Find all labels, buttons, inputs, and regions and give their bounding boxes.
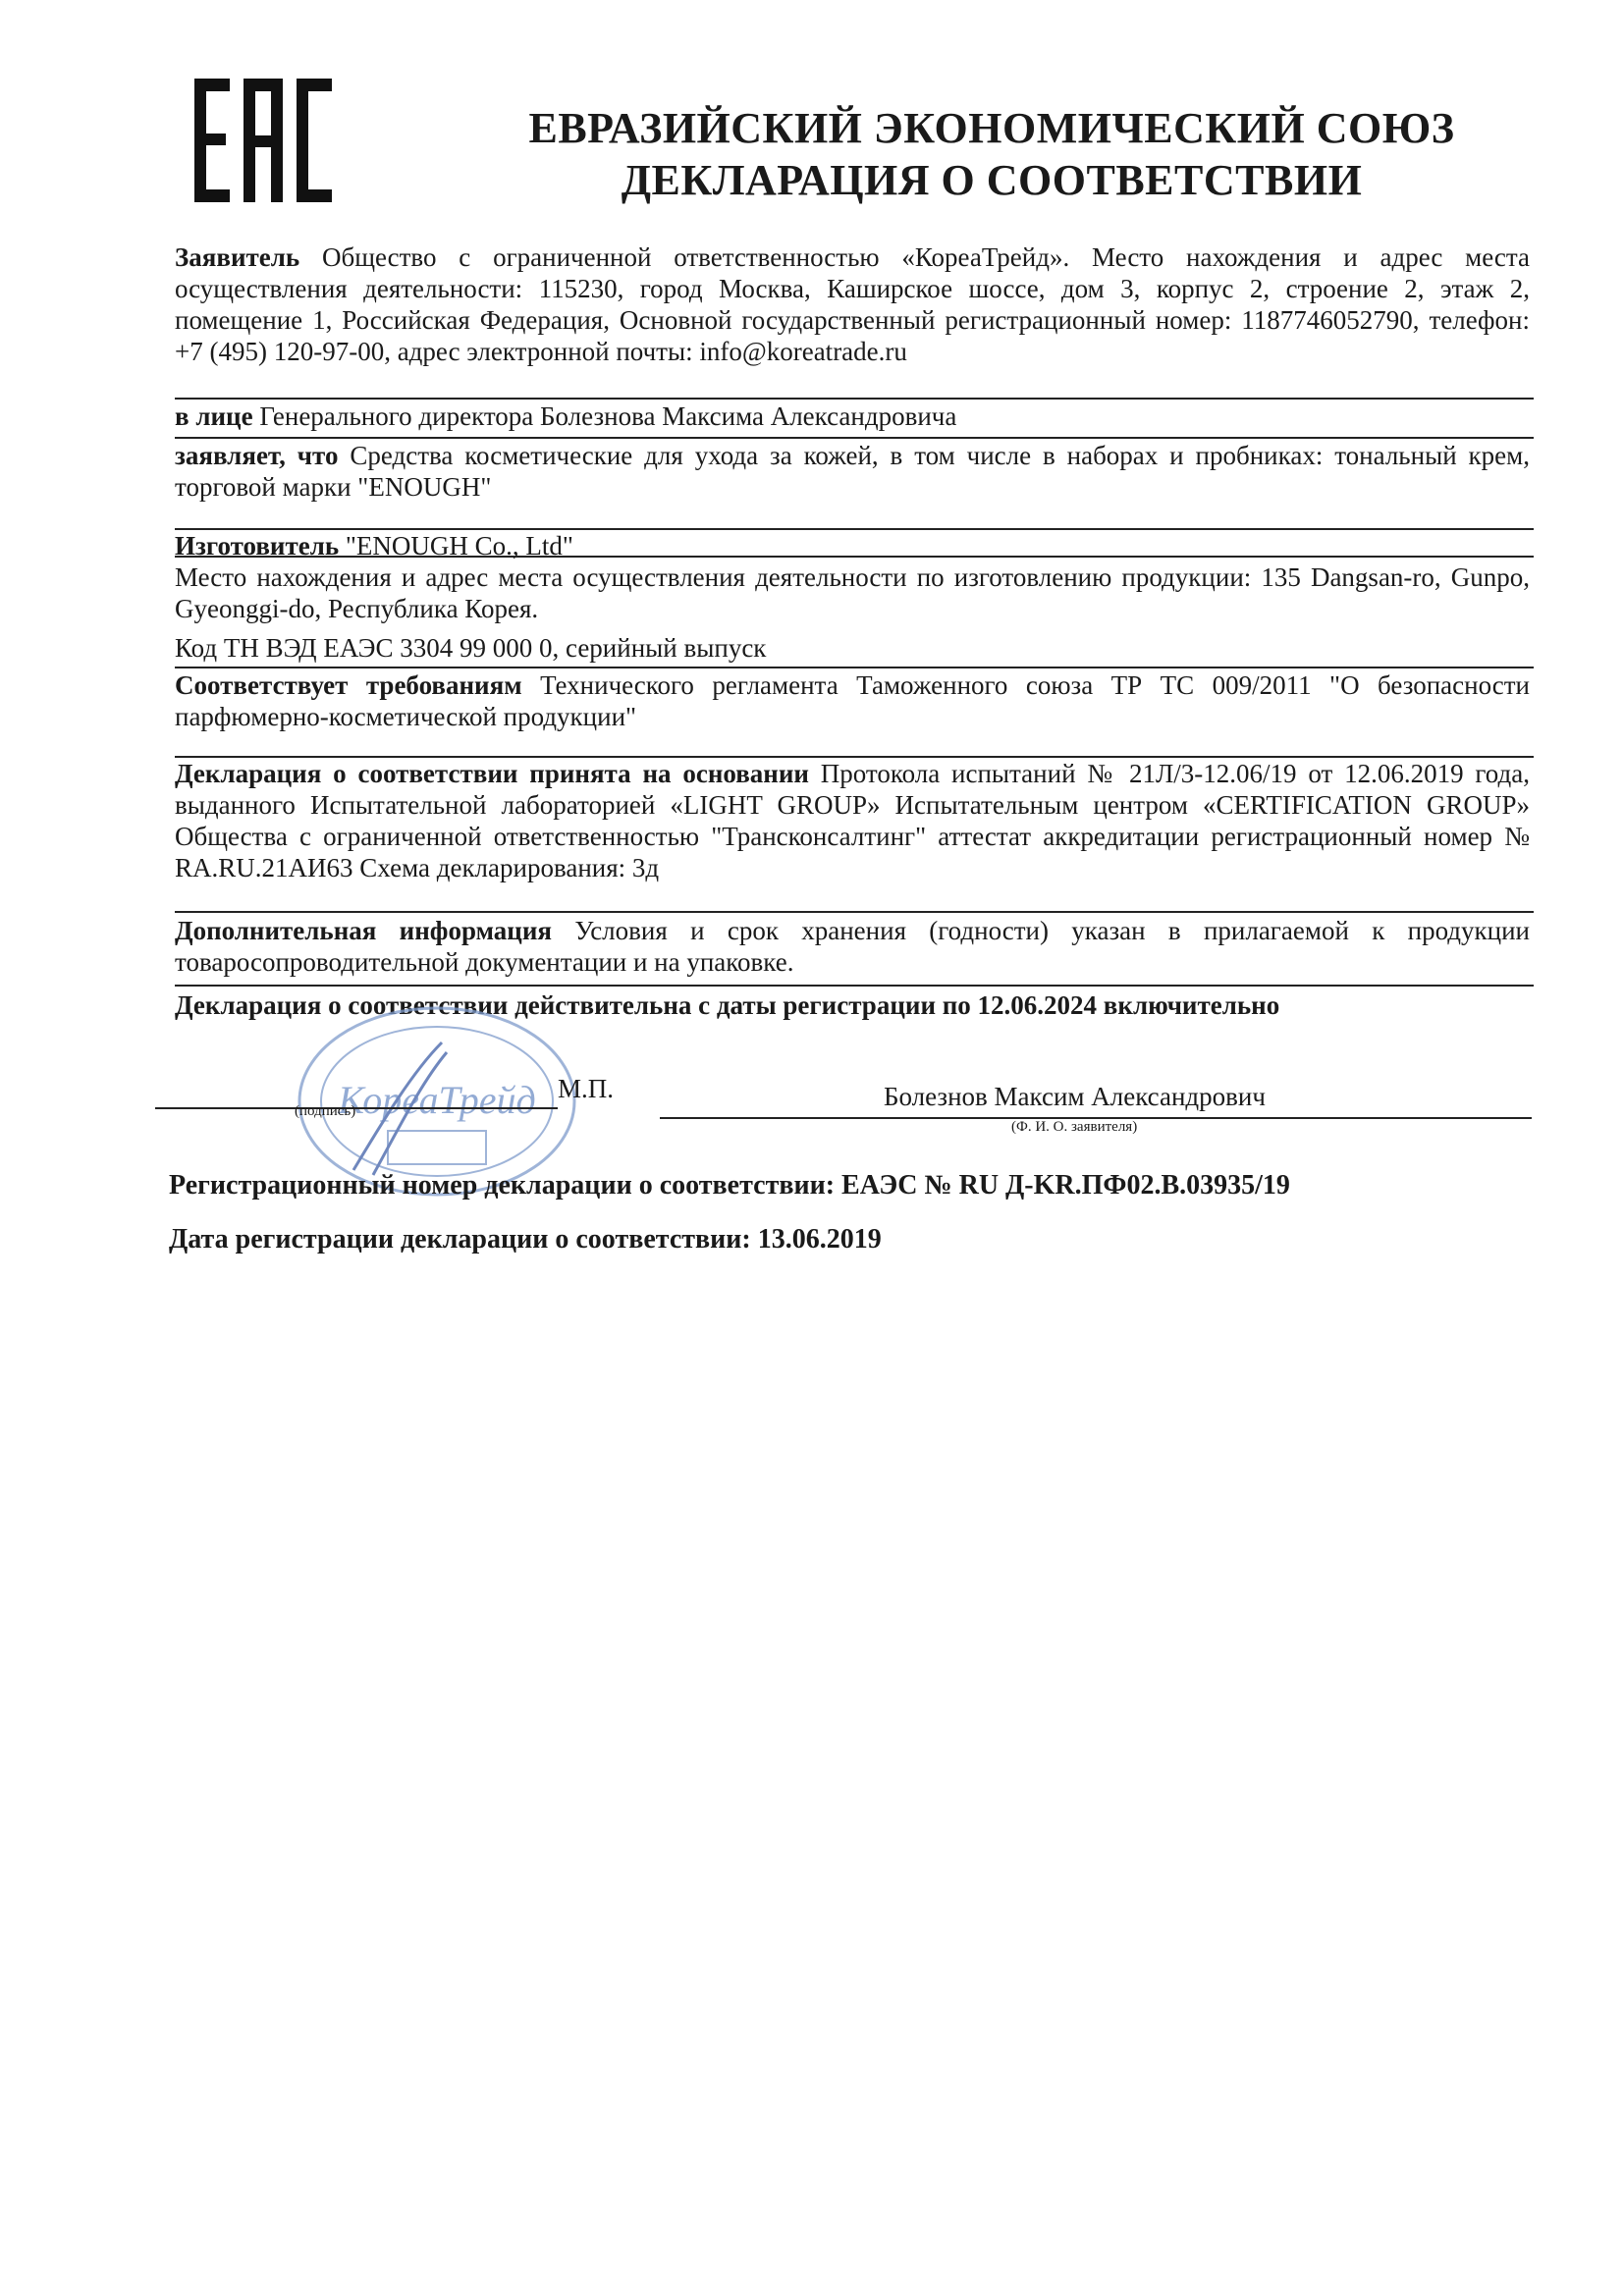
- applicant-label: Заявитель: [175, 242, 300, 272]
- declares-label: заявляет, что: [175, 441, 339, 470]
- divider: [175, 911, 1534, 913]
- conformity-section: [175, 669, 1530, 732]
- conformity-text: Технического регламента Таможенного союза ТР ТС 009/2011 "О безопасности парфюмерно-косметической продукции": [175, 670, 1531, 731]
- registration-number: Регистрационный номер декларации о соответствии: ЕАЭС № RU Д-KR.ПФ02.В.03935/19: [169, 1170, 1290, 1201]
- registration-date: Дата регистрации декларации о соответствии: 13.06.2019: [169, 1224, 882, 1255]
- tn-ved-code: Код ТН ВЭД ЕАЭС 3304 99 000 0, серийный выпуск: [175, 633, 767, 663]
- additional-label: Дополнительная информация: [175, 916, 553, 945]
- representative-text: Генерального директора Болезнова Максима Александровича: [259, 401, 957, 431]
- signer-caption: (Ф. И. О. заявителя): [1011, 1119, 1138, 1135]
- applicant-text: Общество с ограниченной ответственностью «КореаТрейд». Место нахождения и адрес места осуществления деятельности: 115230, город Москва, Каширское шоссе, дом 3, корпус 2, строение 2, этаж 2, помещение 1, Российская Федерация, Основной государственный регистрационный номер: 1187746052790, телефон: +7 (495) 120-97-00, адрес электронной почты: info@koreatrade.ru: [175, 242, 1530, 366]
- divider: [175, 398, 1534, 400]
- signature-caption: (подпись): [295, 1103, 356, 1119]
- divider: [175, 667, 1534, 668]
- declares-text: Средства косметические для ухода за кожей, в том числе в наборах и пробниках: тональный крем, торговой марки "ENOUGH": [175, 441, 1530, 502]
- svg-text:КореаТрейд: КореаТрейд: [338, 1078, 536, 1122]
- stamp-place-label: М.П.: [558, 1074, 615, 1103]
- validity-statement: Декларация о соответствии действительна с даты регистрации по 12.06.2024 включительно: [175, 990, 1280, 1020]
- divider: [175, 985, 1534, 987]
- manufacturer-label: Изготовитель: [175, 531, 340, 561]
- conformity-label: Соответствует требованиям: [175, 670, 522, 700]
- additional-text: Условия и срок хранения (годности) указан в прилагаемой к продукции товаросопроводительной документации и на упаковке.: [175, 916, 1530, 977]
- union-title: ЕВРАЗИЙСКИЙ ЭКОНОМИЧЕСКИЙ СОЮЗ: [528, 104, 1455, 152]
- representative-section: [175, 400, 1530, 432]
- manufacturer-name: "ENOUGH Co., Ltd": [345, 531, 573, 561]
- basis-label: Декларация о соответствии принята на основании: [175, 759, 809, 788]
- divider: [175, 437, 1534, 439]
- signer-name: Болезнов Максим Александрович: [884, 1082, 1266, 1111]
- basis-text: Протокола испытаний № 21Л/3-12.06/19 от 12.06.2019 года, выданного Испытательной лабораторией «LIGHT GROUP» Испытательным центром «CERTIFICATION GROUP» Общества с ограниченной ответственностью "Трансконсалтинг" аттестат аккредитации регистрационный номер № RA.RU.21АИ63 Схема декларирования: 3д: [175, 759, 1531, 882]
- document-title: ДЕКЛАРАЦИЯ О СООТВЕТСТВИИ: [621, 156, 1363, 204]
- basis-section: [175, 758, 1530, 883]
- additional-section: [175, 915, 1530, 978]
- manufacturer-address: Место нахождения и адрес места осуществления деятельности по изготовлению продукции: 135 Dangsan-ro, Gunpo, Gyeonggi-do, Республика Корея.: [175, 562, 1530, 623]
- eac-logo: [192, 77, 335, 204]
- divider: [175, 556, 1534, 558]
- applicant-section: [175, 241, 1530, 367]
- representative-label: в лице: [175, 401, 253, 431]
- declares-section: [175, 440, 1530, 503]
- signature-line: [155, 1107, 558, 1109]
